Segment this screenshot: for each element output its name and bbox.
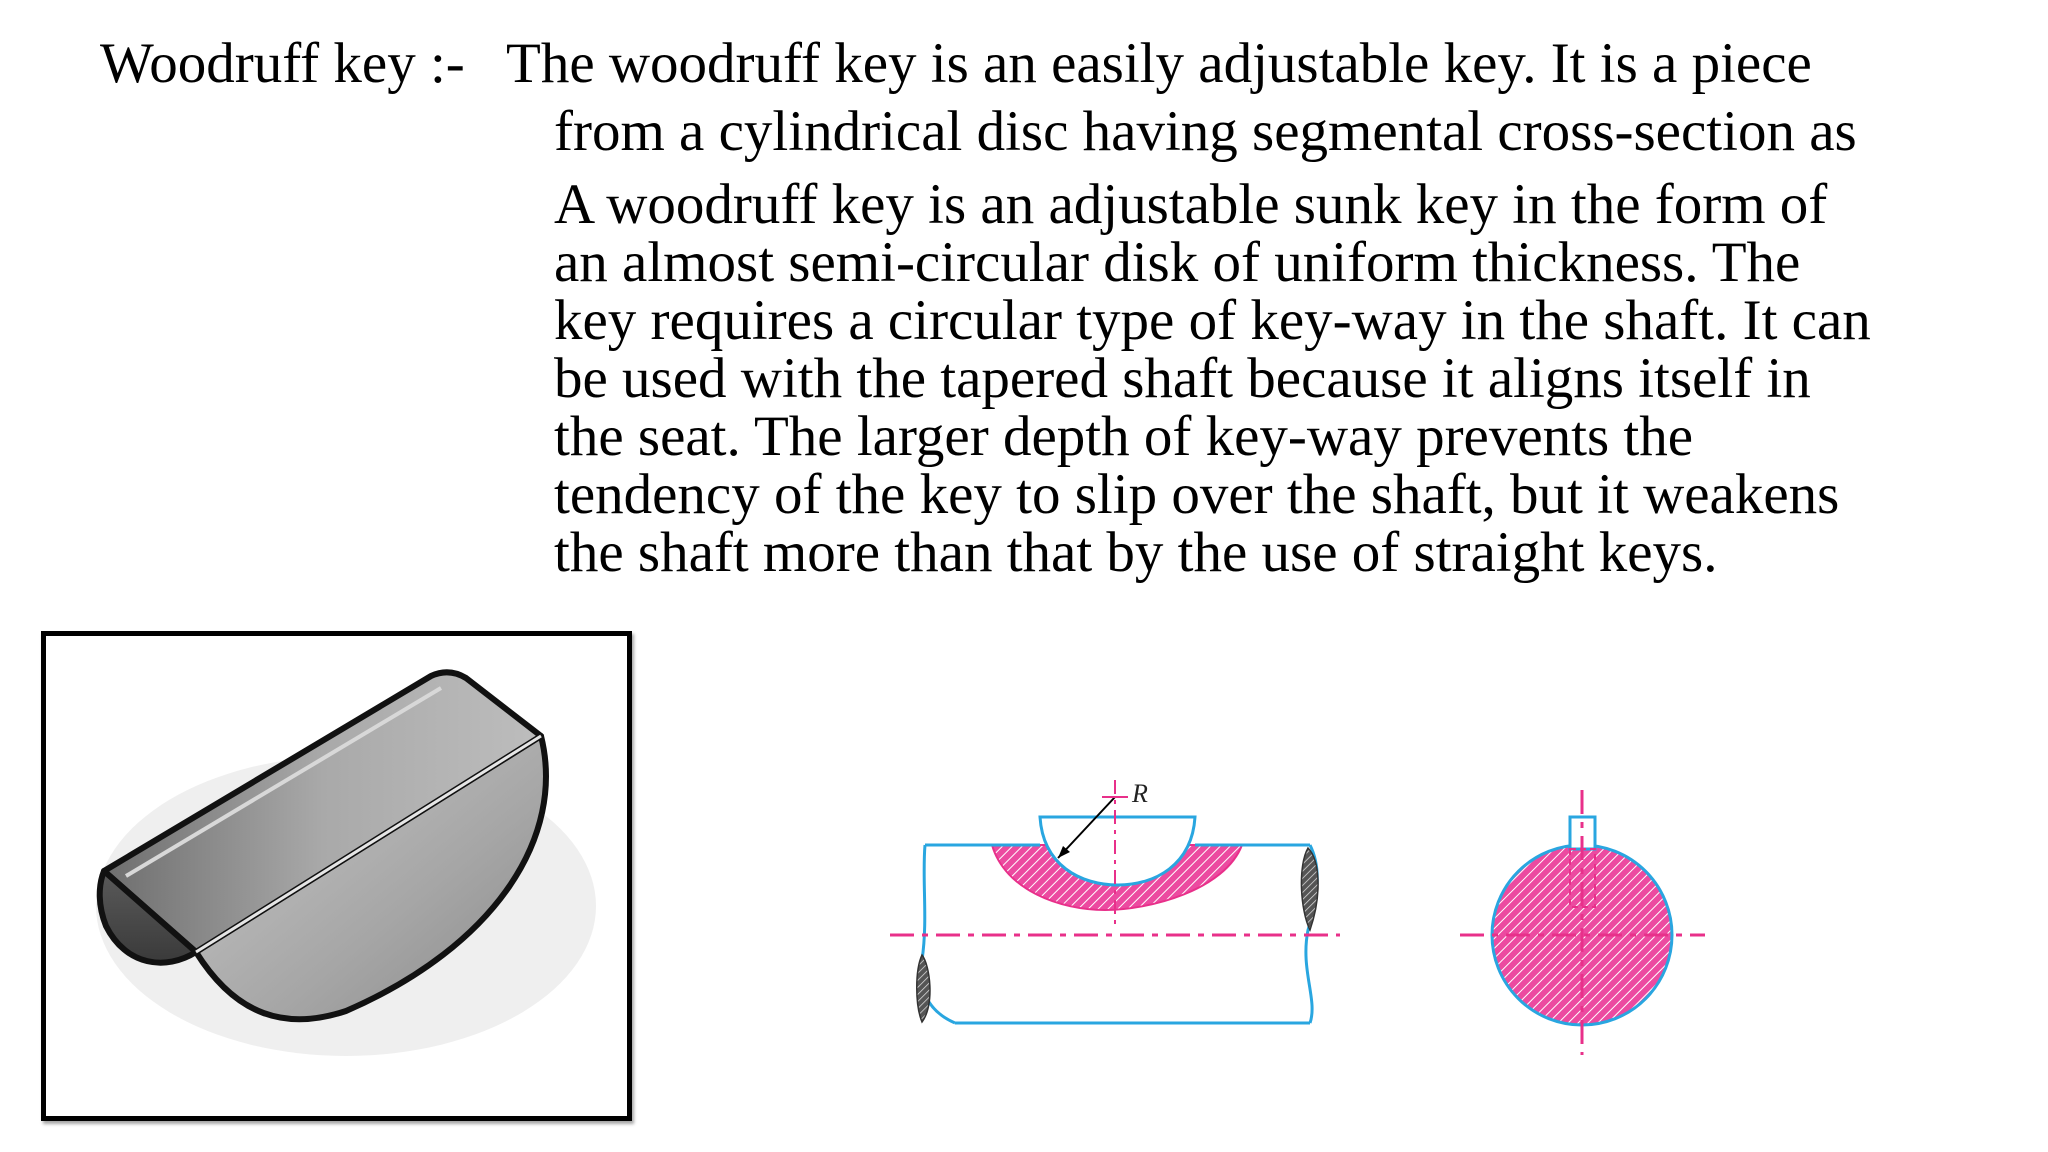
description-line-1: A woodruff key is an adjustable sunk key in the form of [554,173,1828,236]
intro-text [506,30,1857,166]
description-paragraph [554,173,1871,584]
description-line-5: the seat. The larger depth of key-way prevents the [554,405,1694,468]
intro-line-1: The woodruff key is an easily adjustable key. It is a piece [506,32,1812,95]
description-line-7: the shaft more than that by the use of straight keys. [554,521,1718,584]
description-line-3: key requires a circular type of key-way in the shaft. It can [554,289,1871,352]
description-line-2: an almost semi-circular disk of uniform thickness. The [554,231,1801,294]
shaft-side-view [890,779,1340,1023]
term-heading: Woodruff key :- [100,32,465,95]
shaft-keyway-drawing [880,770,1720,1070]
woodruff-key-photo [41,631,632,1121]
intro-line-2: from a cylindrical disc having segmental cross-section as [554,100,1857,163]
description-line-6: tendency of the key to slip over the shaft, but it weakens [554,463,1840,526]
radius-label: R [1132,779,1148,808]
shaft-end-view [1460,790,1705,1055]
description-line-4: be used with the tapered shaft because it aligns itself in [554,347,1811,410]
shaft-right-section [1301,848,1318,930]
shaft-left-section [917,955,930,1022]
woodruff-key-illustration [46,636,627,1116]
